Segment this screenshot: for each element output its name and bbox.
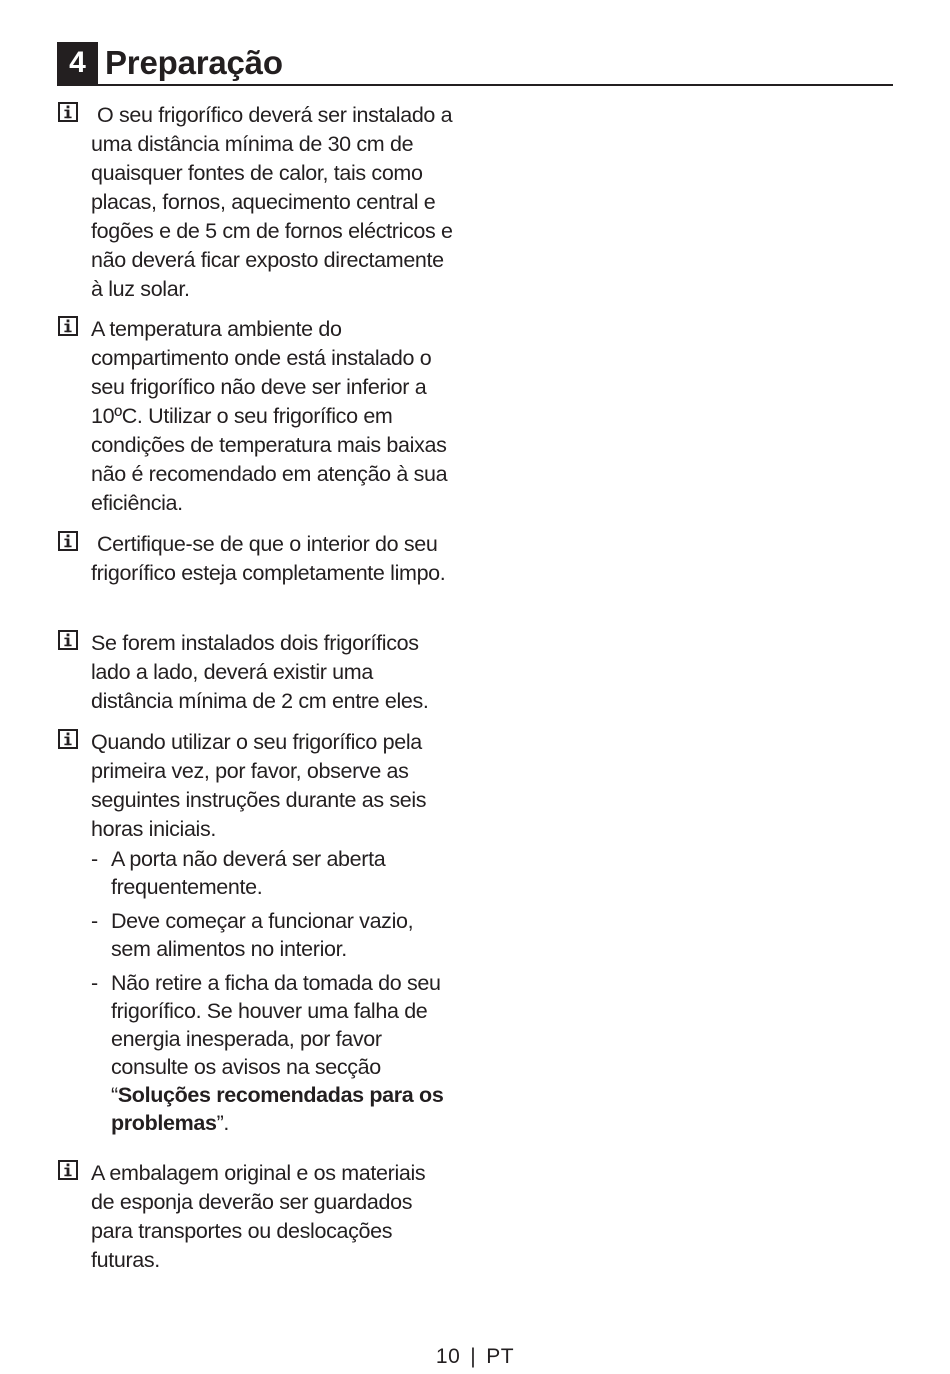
- info-icon: [58, 729, 78, 749]
- page-number: 10: [435, 1345, 461, 1368]
- note-text: Certifique-se de que o interior do seu frigorífico esteja completamente limpo.: [91, 532, 446, 585]
- info-icon: [58, 1160, 78, 1180]
- list-item-text-before: Não retire a ficha da tomada do seu frigorífico. Se houver uma falha de energia inesperada, por favor consulte os avisos na secção “: [111, 971, 441, 1107]
- section-header: [57, 40, 893, 86]
- list-item-text: - Deve começar a funcionar vazio, sem alimentos no interior.: [111, 909, 414, 961]
- list-item: [91, 845, 453, 901]
- list-item-text: [105, 969, 453, 1137]
- info-icon: [58, 630, 78, 650]
- note-text: A embalagem original e os materiais de esponja deverão ser guardados para transportes ou deslocações futuras.: [91, 1161, 426, 1272]
- instruction-list: [91, 845, 453, 1137]
- note-text: A temperatura ambiente do compartimento onde está instalado o seu frigorífico não deve ser inferior a 10ºC. Utilizar o seu frigorífico em condições de temperatura mais baixas não é recomendado em atenção à sua eficiência.: [91, 317, 448, 515]
- info-icon: [58, 102, 78, 122]
- list-item: [91, 907, 453, 963]
- troubleshooting-reference: Soluções recomendadas para os problemas: [111, 1083, 444, 1135]
- info-icon: [58, 316, 78, 336]
- section-number-badge: 4: [57, 42, 98, 84]
- section-title: Preparação: [105, 44, 283, 81]
- page-footer: [0, 1344, 950, 1370]
- footer-separator: |: [470, 1345, 477, 1368]
- list-item: [91, 969, 453, 1137]
- list-item-text-after: ”.: [216, 1111, 230, 1135]
- note-text: Se forem instalados dois frigoríficos lado a lado, deverá existir uma distância mínima de 2 cm entre eles.: [91, 631, 429, 713]
- note-text-with-list: [91, 728, 453, 1143]
- note-intro: Quando utilizar o seu frigorífico pela primeira vez, por favor, observe as seguintes instruções durante as seis horas iniciais.: [91, 730, 427, 841]
- note-text: O seu frigorífico deverá ser instalado a uma distância mínima de 30 cm de quaisquer fontes de calor, tais como placas, fornos, aquecimento central e fogões e de 5 cm de fornos eléctricos e não deverá ficar exposto directamente à luz solar.: [91, 103, 453, 301]
- language-code: PT: [486, 1345, 515, 1368]
- info-icon: [58, 531, 78, 551]
- list-item-text: - A porta não deverá ser aberta frequentemente.: [111, 847, 386, 899]
